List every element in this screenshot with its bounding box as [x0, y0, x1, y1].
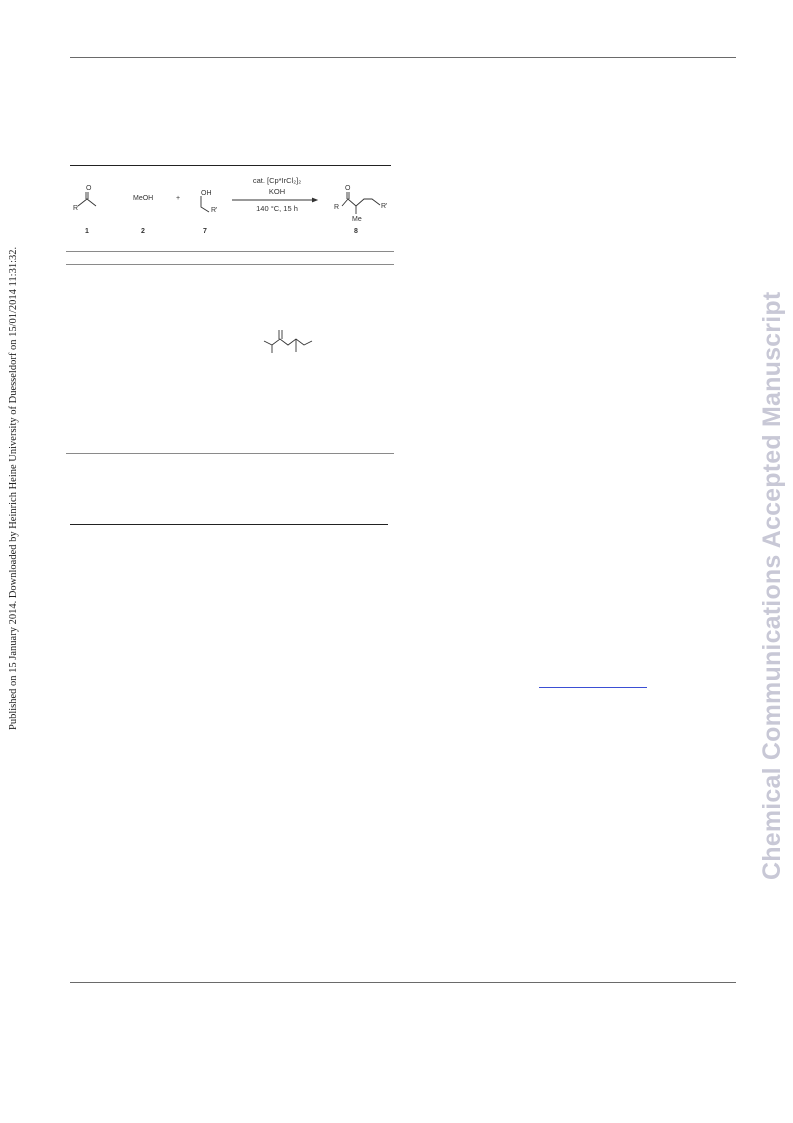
compound-7-atom-oh: OH: [201, 190, 212, 197]
compound-8-label-me: Me: [352, 216, 362, 223]
compound-8-atom-o: O: [345, 185, 351, 192]
reaction-arrow: [232, 196, 322, 204]
compound-2-formula: MeOH: [133, 195, 154, 202]
compound-number-8: 8: [354, 228, 358, 235]
footer-rule: [70, 982, 736, 983]
compound-number-7: 7: [203, 228, 207, 235]
compound-7-label-r2: R': [211, 207, 218, 214]
compound-8-label-r2: R': [381, 203, 388, 210]
table-mid-rule: [66, 453, 394, 454]
compound-number-2: 2: [141, 228, 145, 235]
accepted-manuscript-watermark: Chemical Communications Accepted Manuscript: [758, 291, 786, 880]
scheme-top-rule: [70, 165, 391, 166]
condition-base: KOH: [268, 187, 286, 196]
reference-link[interactable]: [539, 687, 647, 688]
table-bottom-rule: [70, 524, 388, 525]
table-product-structure: [262, 326, 322, 358]
table-header-rule: [66, 264, 394, 265]
header-rule: [70, 57, 736, 58]
scheme-bottom-rule: [66, 251, 394, 252]
compound-number-1: 1: [85, 228, 89, 235]
condition-catalyst: cat. [Cp*IrCl₂]₂: [252, 176, 302, 185]
compound-1-atom-o: O: [86, 185, 92, 192]
plus-sign: +: [176, 195, 181, 202]
compound-8-label-r: R: [334, 204, 340, 211]
compound-1-label-r: R: [73, 205, 79, 212]
publication-note: Published on 15 January 2014. Downloaded by Heinrich Heine University of Duesseldorf on 15/01/2014 11:31:32.: [8, 246, 19, 730]
condition-temp-time: 140 °C, 15 h: [256, 204, 298, 213]
